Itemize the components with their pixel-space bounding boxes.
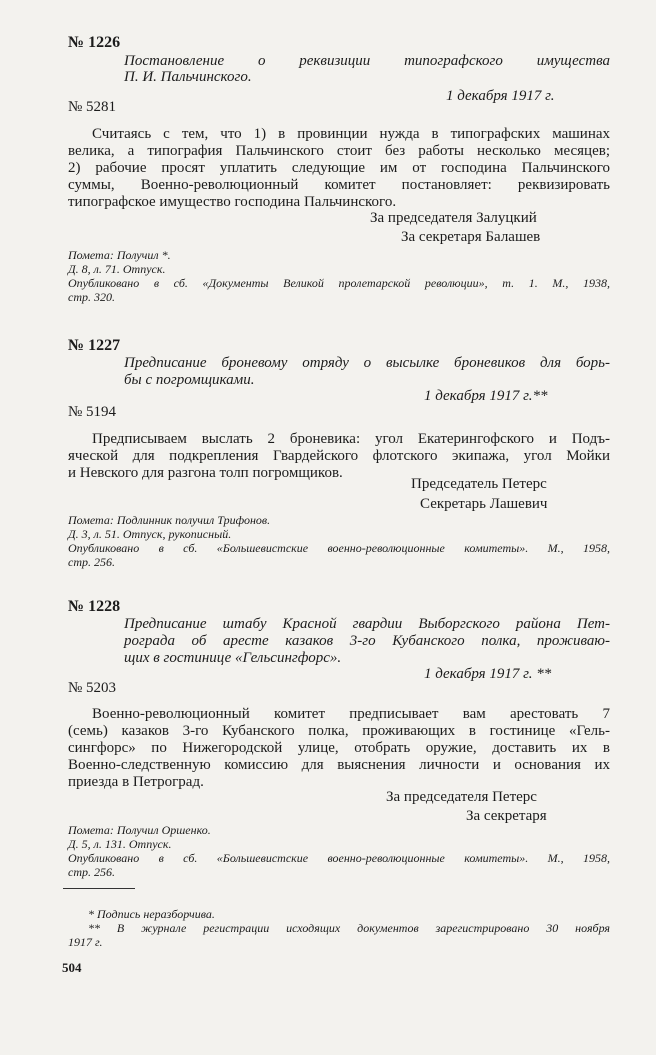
doc-date: 1 декабря 1917 г.** — [424, 388, 548, 404]
footnote-line: 1917 г. — [68, 935, 103, 949]
doc-date: 1 декабря 1917 г. — [446, 88, 555, 104]
note-line: Помета: Получил Оршенко. — [68, 823, 211, 837]
signature-line: Секретарь Лашевич — [420, 496, 548, 512]
body-line: Военно-революционный комитет предписывает вам арестовать 7 — [92, 706, 610, 722]
doc-number: № 1228 — [68, 598, 121, 615]
signature-line: За председателя Залуцкий — [370, 210, 537, 226]
body-line: типографское имущество господина Пальчинского. — [68, 194, 397, 210]
note-line: Д. 8, л. 71. Отпуск. — [68, 262, 166, 276]
body-line: 2) рабочие просят уплатить следующие им от господина Пальчинского — [68, 160, 610, 176]
doc-date: 1 декабря 1917 г. ** — [424, 666, 552, 682]
note-line: Помета: Подлинник получил Трифонов. — [68, 513, 271, 527]
footnote-line: * Подпись неразборчива. — [88, 907, 215, 921]
body-line: Предписываем выслать 2 броневика: угол Екатерингофского и Подъ- — [92, 431, 610, 447]
doc-reg-number: № 5194 — [68, 404, 117, 420]
note-line: Опубликовано в сб. «Большевистские военно-революционные комитеты». М., 1958, — [68, 541, 610, 555]
body-line: суммы, Военно-революционный комитет постановляет: реквизировать — [68, 177, 610, 193]
footnote-line: ** В журнале регистрации исходящих документов зарегистрировано 30 ноября — [88, 921, 610, 935]
doc-notes — [68, 513, 610, 569]
note-line: Опубликовано в сб. «Документы Великой пролетарской революции», т. 1. М., 1938, — [68, 276, 610, 290]
note-line: Д. 3, л. 51. Отпуск, рукописный. — [68, 527, 232, 541]
body-line: Военно-следственную комиссию для выяснения личности и основания их — [68, 757, 610, 773]
doc-body — [68, 431, 610, 482]
doc-body — [68, 126, 610, 211]
doc-number: № 1226 — [68, 34, 121, 51]
note-line: стр. 320. — [68, 290, 115, 304]
note-line: Помета: Получил *. — [68, 248, 171, 262]
doc-title-line: Предписание броневому отряду о высылке броневиков для борь- — [124, 355, 610, 371]
note-line: Д. 5, л. 131. Отпуск. — [68, 837, 172, 851]
doc-notes — [68, 823, 610, 879]
doc-title-line: щих в гостинице «Гельсингфорс». — [124, 650, 342, 666]
body-line: и Невского для разгона толп погромщиков. — [68, 465, 343, 481]
signature-line: За секретаря Балашев — [401, 229, 541, 245]
doc-number: № 1227 — [68, 337, 121, 354]
doc-reg-number: № 5203 — [68, 680, 117, 696]
doc-title-line: рограда об аресте казаков 3-го Кубанского полка, проживаю- — [124, 633, 610, 649]
body-line: приезда в Петроград. — [68, 774, 204, 790]
doc-title-line: бы с погромщиками. — [124, 372, 255, 388]
body-line: яческой для подкрепления Гвардейского флотского экипажа, угол Мойки — [68, 448, 610, 464]
signature-line: За секретаря — [466, 808, 547, 824]
note-line: Опубликовано в сб. «Большевистские военно-революционные комитеты». М., 1958, — [68, 851, 610, 865]
signature-line: Председатель Петерс — [411, 476, 547, 492]
note-line: стр. 256. — [68, 865, 115, 879]
note-line: стр. 256. — [68, 555, 115, 569]
doc-title-line: Предписание штабу Красной гвардии Выборгского района Пет- — [124, 616, 610, 632]
footnotes — [68, 907, 610, 949]
doc-notes — [68, 248, 610, 304]
page-number: 504 — [62, 960, 82, 975]
body-line: Считаясь с тем, что 1) в провинции нужда в типографских машинах — [92, 126, 610, 142]
body-line: велика, а типография Пальчинского стоит без работы несколько месяцев; — [68, 143, 610, 159]
doc-body — [68, 706, 610, 791]
body-line: сингфорс» по Нижегородской улице, отобрать оружие, доставить их в — [68, 740, 610, 756]
body-line: (семь) казаков 3-го Кубанского полка, проживающих в гостинице «Гель- — [68, 723, 610, 739]
doc-title-line: П. И. Пальчинского. — [124, 69, 252, 85]
footnote-rule — [63, 888, 135, 889]
doc-title-line: Постановление о реквизиции типографского имущества — [124, 53, 610, 69]
doc-reg-number: № 5281 — [68, 99, 117, 115]
signature-line: За председателя Петерс — [386, 789, 537, 805]
